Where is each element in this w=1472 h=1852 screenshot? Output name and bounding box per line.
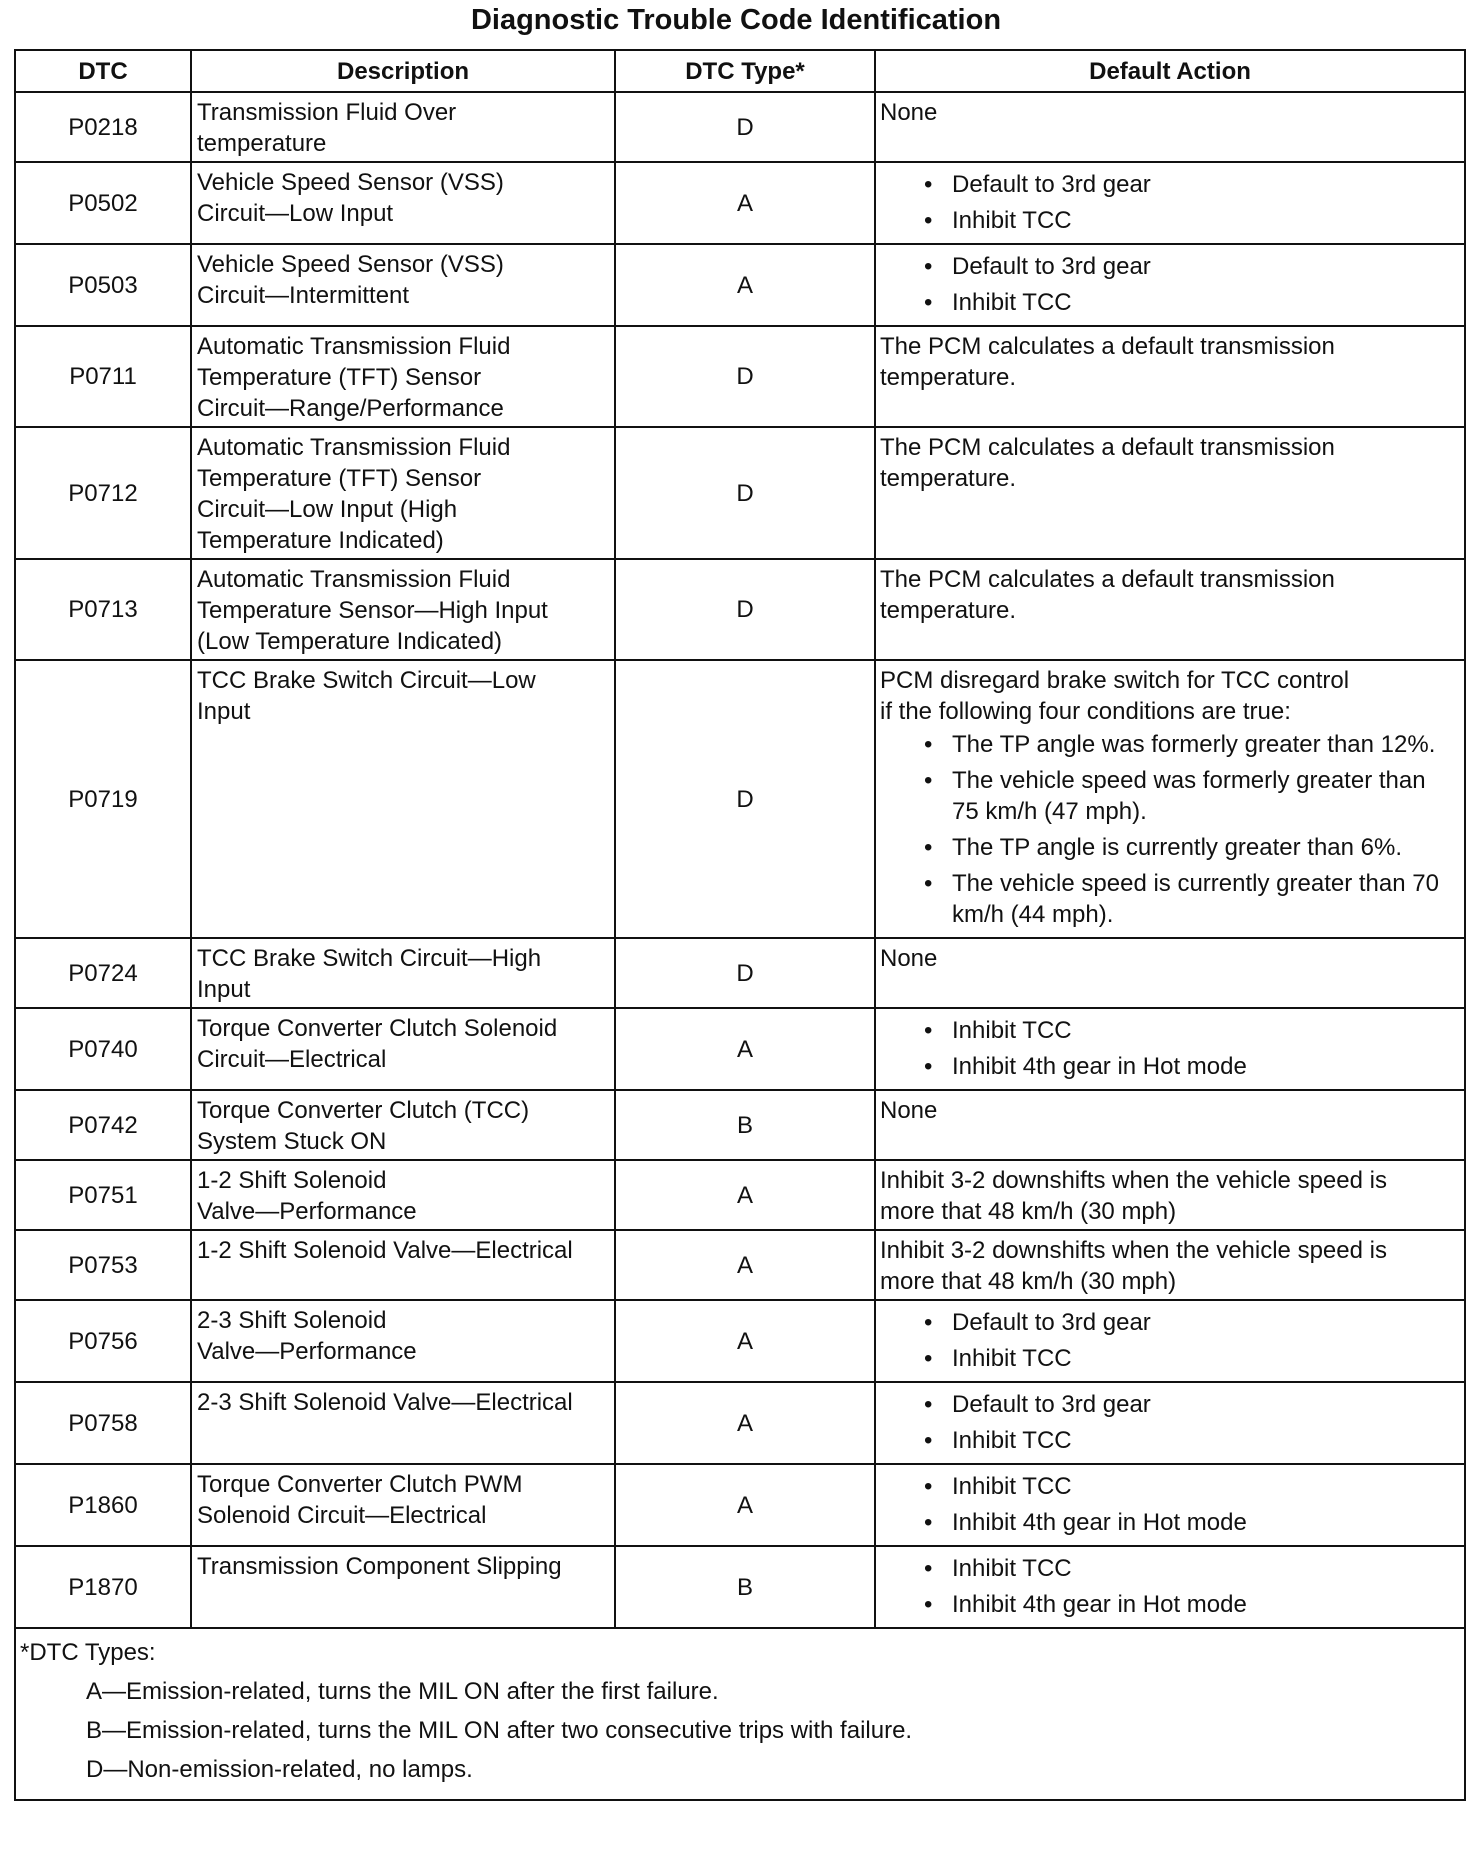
action-bullet-list: [880, 169, 1458, 236]
dtc-code: P0711: [15, 326, 191, 427]
description-line: Automatic Transmission Fluid: [197, 434, 511, 461]
action-bullet-item: • Default to 3rd gear: [880, 1389, 1458, 1420]
action-bullet-item: • Inhibit TCC: [880, 1343, 1458, 1374]
description-line: Automatic Transmission Fluid: [197, 566, 511, 593]
description-line: Automatic Transmission Fluid: [197, 333, 511, 360]
description-line: Torque Converter Clutch PWM: [197, 1471, 523, 1498]
action-bullet-list: [880, 1553, 1458, 1620]
dtc-description: [191, 1464, 615, 1546]
action-text-line: Inhibit 3-2 downshifts when the vehicle speed is: [880, 1167, 1387, 1194]
dtc-type: A: [615, 244, 875, 326]
table-row: [15, 1090, 1465, 1160]
dtc-code: P0218: [15, 92, 191, 162]
dtc-code: P0742: [15, 1090, 191, 1160]
dtc-description: [191, 1160, 615, 1230]
default-action: [875, 1382, 1465, 1464]
description-line: Vehicle Speed Sensor (VSS): [197, 251, 504, 278]
description-line: Transmission Component Slipping: [197, 1553, 562, 1580]
dtc-type: B: [615, 1546, 875, 1628]
dtc-description: [191, 938, 615, 1008]
description-line: TCC Brake Switch Circuit—Low: [197, 667, 536, 694]
action-bullet-item: • Inhibit TCC: [880, 1553, 1458, 1584]
table-row: [15, 427, 1465, 559]
action-bullet-item: • Default to 3rd gear: [880, 1307, 1458, 1338]
default-action: [875, 1008, 1465, 1090]
description-line: Input: [197, 698, 251, 725]
page-title: Diagnostic Trouble Code Identification: [470, 4, 1002, 36]
description-line: TCC Brake Switch Circuit—High: [197, 945, 542, 972]
dtc-code: P0751: [15, 1160, 191, 1230]
table-row: [15, 1230, 1465, 1300]
action-bullet-list: [880, 1389, 1458, 1456]
table-body: [15, 92, 1465, 1628]
footnote-row: [15, 1628, 1465, 1800]
action-text-line: more that 48 km/h (30 mph): [880, 1268, 1177, 1295]
dtc-code: P0719: [15, 660, 191, 938]
action-bullet-item: • The vehicle speed is currently greater than 70 km/h (44 mph).: [880, 868, 1458, 930]
description-line: Circuit—Intermittent: [197, 282, 410, 309]
description-line: Transmission Fluid Over: [197, 99, 457, 126]
table-row: [15, 92, 1465, 162]
footnote-heading: *DTC Types:: [20, 1639, 156, 1666]
action-bullet-item: • The vehicle speed was formerly greater than 75 km/h (47 mph).: [880, 765, 1458, 827]
description-line: (Low Temperature Indicated): [197, 628, 503, 655]
action-bullet-list: [880, 1015, 1458, 1082]
default-action: [875, 1090, 1465, 1160]
dtc-type: D: [615, 427, 875, 559]
dtc-code: P0712: [15, 427, 191, 559]
dtc-description: [191, 1546, 615, 1628]
dtc-type: A: [615, 1008, 875, 1090]
table-row: [15, 1160, 1465, 1230]
description-line: Torque Converter Clutch Solenoid: [197, 1015, 558, 1042]
dtc-description: [191, 1382, 615, 1464]
dtc-description: [191, 1230, 615, 1300]
action-bullet-item: • Inhibit 4th gear in Hot mode: [880, 1507, 1458, 1538]
action-text-line: temperature.: [880, 364, 1017, 391]
dtc-description: [191, 1090, 615, 1160]
table-header-row: [15, 50, 1465, 92]
dtc-type: B: [615, 1090, 875, 1160]
description-line: Input: [197, 976, 251, 1003]
header-dtc: DTC: [15, 50, 191, 92]
dtc-type: D: [615, 92, 875, 162]
action-text-line: more that 48 km/h (30 mph): [880, 1198, 1177, 1225]
dtc-description: [191, 1300, 615, 1382]
description-line: 1-2 Shift Solenoid: [197, 1167, 387, 1194]
action-text-line: if the following four conditions are true:: [880, 698, 1291, 725]
footnote-item: B—Emission-related, turns the MIL ON after two consecutive trips with failure.: [86, 1717, 913, 1744]
default-action: [875, 92, 1465, 162]
dtc-code: P0724: [15, 938, 191, 1008]
dtc-type: D: [615, 326, 875, 427]
dtc-code: P1870: [15, 1546, 191, 1628]
action-bullet-item: • The TP angle is currently greater than 6%.: [880, 832, 1458, 863]
dtc-type: A: [615, 1464, 875, 1546]
header-default-action: Default Action: [875, 50, 1465, 92]
dtc-type: D: [615, 660, 875, 938]
description-line: System Stuck ON: [197, 1128, 387, 1155]
dtc-table: [14, 49, 1466, 1801]
footnote-cell: [15, 1628, 1465, 1800]
dtc-description: [191, 1008, 615, 1090]
description-line: 2-3 Shift Solenoid: [197, 1307, 387, 1334]
action-text-line: PCM disregard brake switch for TCC control: [880, 667, 1350, 694]
default-action: [875, 938, 1465, 1008]
action-text-line: temperature.: [880, 597, 1017, 624]
description-line: Valve—Performance: [197, 1198, 417, 1225]
table-row: [15, 1546, 1465, 1628]
action-text-line: None: [880, 945, 938, 972]
dtc-description: [191, 244, 615, 326]
dtc-description: [191, 92, 615, 162]
description-line: 2-3 Shift Solenoid Valve—Electrical: [197, 1389, 573, 1416]
description-line: Temperature Indicated): [197, 527, 444, 554]
footnote-item: D—Non-emission-related, no lamps.: [86, 1756, 473, 1783]
footnote-item: A—Emission-related, turns the MIL ON after the first failure.: [86, 1678, 719, 1705]
action-bullet-list: [880, 729, 1458, 930]
table-row: [15, 326, 1465, 427]
table-row: [15, 1300, 1465, 1382]
dtc-code: P0758: [15, 1382, 191, 1464]
default-action: [875, 244, 1465, 326]
header-dtc-type: DTC Type*: [615, 50, 875, 92]
description-line: Circuit—Low Input (High: [197, 496, 458, 523]
default-action: [875, 1300, 1465, 1382]
dtc-type: A: [615, 1300, 875, 1382]
dtc-code: P1860: [15, 1464, 191, 1546]
dtc-description: [191, 660, 615, 938]
table-row: [15, 1464, 1465, 1546]
action-text-line: The PCM calculates a default transmission: [880, 333, 1335, 360]
action-bullet-list: [880, 1307, 1458, 1374]
action-bullet-item: • Inhibit TCC: [880, 1015, 1458, 1046]
default-action: [875, 326, 1465, 427]
action-bullet-item: • Inhibit TCC: [880, 205, 1458, 236]
table-row: [15, 162, 1465, 244]
description-line: Temperature (TFT) Sensor: [197, 465, 482, 492]
action-text-line: temperature.: [880, 465, 1017, 492]
header-description: Description: [191, 50, 615, 92]
table-row: [15, 938, 1465, 1008]
action-bullet-item: • Inhibit TCC: [880, 1471, 1458, 1502]
dtc-code: P0740: [15, 1008, 191, 1090]
action-bullet-item: • Default to 3rd gear: [880, 251, 1458, 282]
description-line: Solenoid Circuit—Electrical: [197, 1502, 487, 1529]
dtc-description: [191, 559, 615, 660]
action-text-line: None: [880, 1097, 938, 1124]
default-action: [875, 162, 1465, 244]
dtc-type: A: [615, 162, 875, 244]
dtc-description: [191, 427, 615, 559]
dtc-description: [191, 326, 615, 427]
dtc-code: P0756: [15, 1300, 191, 1382]
description-line: Valve—Performance: [197, 1338, 417, 1365]
dtc-type: A: [615, 1230, 875, 1300]
table-row: [15, 559, 1465, 660]
default-action: [875, 1546, 1465, 1628]
action-bullet-item: • Inhibit TCC: [880, 287, 1458, 318]
action-text-line: Inhibit 3-2 downshifts when the vehicle speed is: [880, 1237, 1387, 1264]
description-line: Temperature Sensor—High Input: [197, 597, 548, 624]
dtc-type: D: [615, 559, 875, 660]
default-action: [875, 427, 1465, 559]
description-line: temperature: [197, 130, 327, 157]
dtc-description: [191, 162, 615, 244]
dtc-code: P0503: [15, 244, 191, 326]
description-line: Temperature (TFT) Sensor: [197, 364, 482, 391]
default-action: [875, 1464, 1465, 1546]
dtc-type: D: [615, 938, 875, 1008]
dtc-code: P0753: [15, 1230, 191, 1300]
description-line: Vehicle Speed Sensor (VSS): [197, 169, 504, 196]
action-bullet-item: • Inhibit 4th gear in Hot mode: [880, 1589, 1458, 1620]
description-line: 1-2 Shift Solenoid Valve—Electrical: [197, 1237, 573, 1264]
action-bullet-list: [880, 251, 1458, 318]
table-row: [15, 1382, 1465, 1464]
table-row: [15, 244, 1465, 326]
dtc-type: A: [615, 1160, 875, 1230]
default-action: [875, 559, 1465, 660]
action-text-line: The PCM calculates a default transmission: [880, 434, 1335, 461]
action-bullet-list: [880, 1471, 1458, 1538]
default-action: [875, 660, 1465, 938]
description-line: Circuit—Low Input: [197, 200, 394, 227]
dtc-code: P0502: [15, 162, 191, 244]
table-row: [15, 1008, 1465, 1090]
description-line: Circuit—Electrical: [197, 1046, 387, 1073]
description-line: Circuit—Range/Performance: [197, 395, 504, 422]
default-action: [875, 1230, 1465, 1300]
action-bullet-item: • Default to 3rd gear: [880, 169, 1458, 200]
action-bullet-item: • Inhibit 4th gear in Hot mode: [880, 1051, 1458, 1082]
action-text-line: The PCM calculates a default transmission: [880, 566, 1335, 593]
table-row: [15, 660, 1465, 938]
action-bullet-item: • Inhibit TCC: [880, 1425, 1458, 1456]
dtc-type: A: [615, 1382, 875, 1464]
action-bullet-item: • The TP angle was formerly greater than 12%.: [880, 729, 1458, 760]
action-text-line: None: [880, 99, 938, 126]
dtc-code: P0713: [15, 559, 191, 660]
description-line: Torque Converter Clutch (TCC): [197, 1097, 530, 1124]
default-action: [875, 1160, 1465, 1230]
